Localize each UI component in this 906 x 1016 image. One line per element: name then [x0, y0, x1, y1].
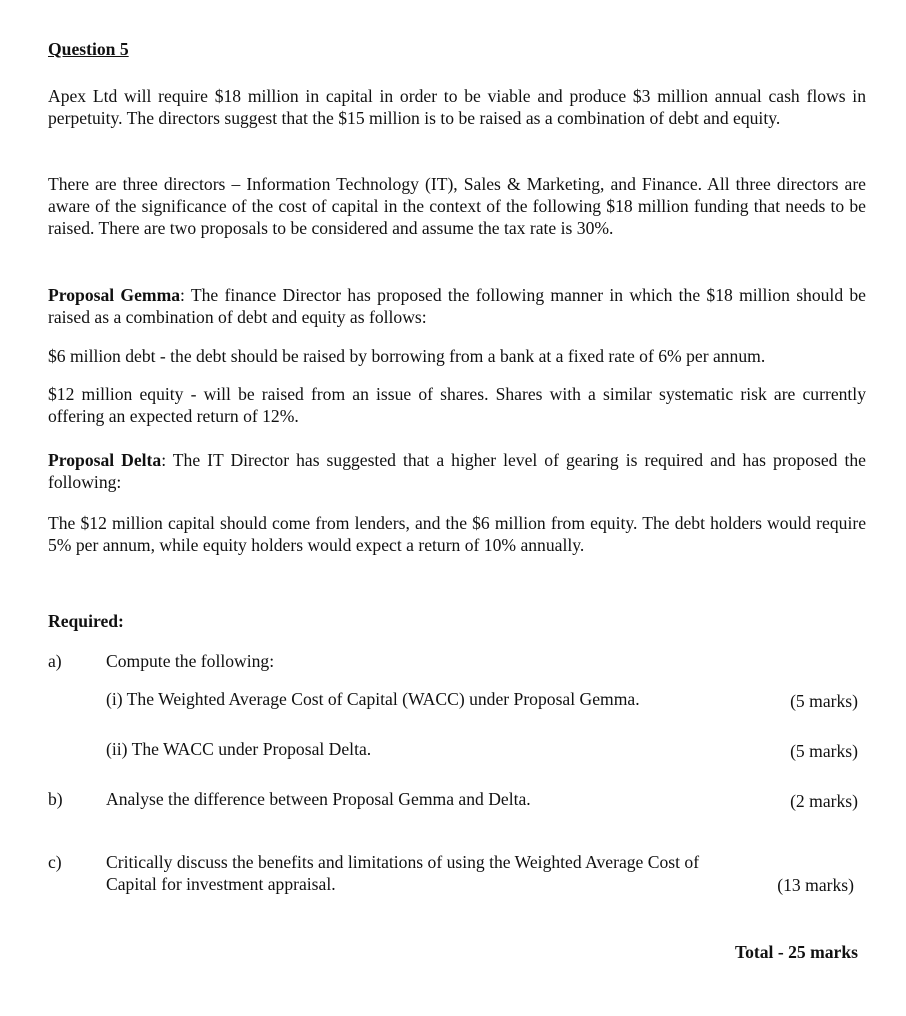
part-c-marks: (13 marks)	[777, 875, 854, 895]
part-a-ii-marks: (5 marks)	[790, 741, 858, 761]
proposal-gemma-text: : The finance Director has proposed the following manner in which the $18 million should be raised as a combination of debt and equity as follows:	[48, 285, 866, 327]
gemma-debt: $6 million debt - the debt should be raised by borrowing from a bank at a fixed rate of 6% per annum.	[48, 346, 766, 366]
proposal-delta-text: : The IT Director has suggested that a higher level of gearing is required and has proposed the following:	[48, 450, 866, 492]
gemma-equity: $12 million equity - will be raised from an issue of shares. Shares with a similar systematic risk are currently offering an expected return of 12%.	[48, 384, 866, 426]
part-c-label: c)	[48, 852, 62, 872]
part-b-label: b)	[48, 789, 63, 809]
proposal-gemma-heading: Proposal Gemma	[48, 285, 181, 305]
total-marks: Total - 25 marks	[734, 942, 858, 962]
proposal-delta-intro	[48, 449, 866, 493]
part-a-text: Compute the following:	[106, 651, 275, 671]
directors-paragraph: There are three directors – Information Technology (IT), Sales & Marketing, and Finance. All three directors are aware of the significance of the cost of capital in the context of the following $18 million funding that needs to be raised. There are two proposals to be considered and assume the tax rate is 30%.	[48, 174, 866, 238]
required-heading: Required:	[48, 611, 124, 631]
intro-paragraph: Apex Ltd will require $18 million in capital in order to be viable and produce $3 million annual cash flows in perpetuity. The directors suggest that the $15 million is to be raised as a combination of debt and equity.	[48, 86, 866, 128]
question-title: Question 5	[48, 39, 129, 59]
delta-detail: The $12 million capital should come from lenders, and the $6 million from equity. The debt holders would require 5% per annum, while equity holders would expect a return of 10% annually.	[48, 513, 866, 555]
part-b-marks: (2 marks)	[790, 791, 858, 811]
part-b-text: Analyse the difference between Proposal Gemma and Delta.	[106, 789, 531, 809]
proposal-delta-heading: Proposal Delta	[48, 450, 162, 470]
part-c-text: Critically discuss the benefits and limitations of using the Weighted Average Cost of Capital for investment appraisal.	[106, 852, 700, 894]
part-a-ii-text: (ii) The WACC under Proposal Delta.	[106, 739, 372, 759]
part-a-i-text: (i) The Weighted Average Cost of Capital (WACC) under Proposal Gemma.	[106, 689, 640, 709]
proposal-gemma-intro	[48, 284, 866, 328]
part-a-i-marks: (5 marks)	[790, 691, 858, 711]
part-a-label: a)	[48, 651, 62, 671]
